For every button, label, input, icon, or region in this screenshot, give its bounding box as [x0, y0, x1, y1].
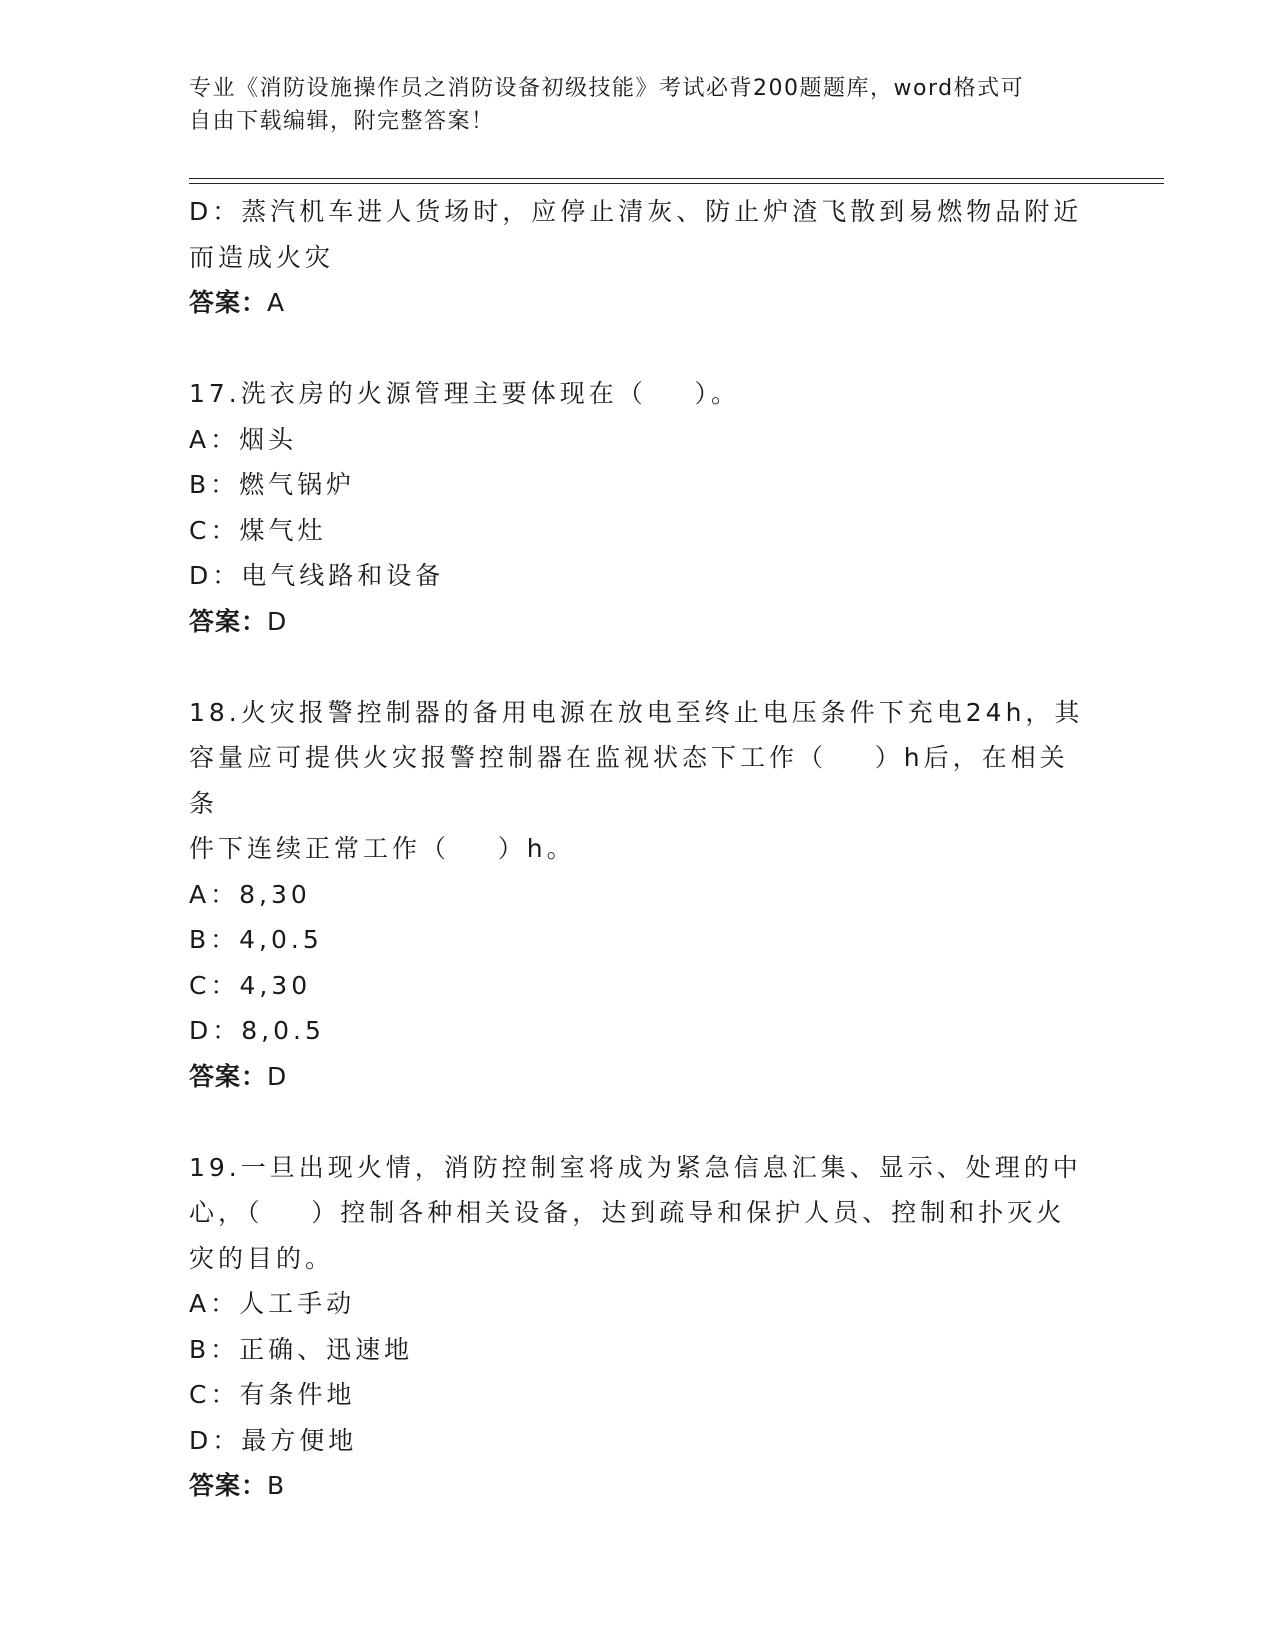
- answer-value: D: [267, 606, 288, 636]
- answer-label: 答案：: [189, 606, 268, 636]
- option-d: D：最方便地: [189, 1425, 358, 1455]
- question-stem: 17.洗衣房的火源管理主要体现在（ ）。: [189, 379, 741, 408]
- header-divider-bottom: [189, 183, 1164, 184]
- question-stem-line-2: 心，（ ）控制各种相关设备，达到疏导和保护人员、控制和扑灭火: [189, 1198, 1066, 1227]
- question-17: [189, 371, 1089, 644]
- answer-label: 答案：: [189, 1061, 268, 1091]
- document-header: [189, 72, 1089, 138]
- answer-value: D: [267, 1061, 288, 1091]
- header-divider-top: [189, 178, 1164, 179]
- option-c: C：4,30: [189, 970, 312, 1000]
- option-c: C：煤气灶: [189, 515, 327, 545]
- option-d: D：蒸汽机车进人货场时，应停止清灰、防止炉渣飞散到易燃物品附近: [189, 197, 1083, 226]
- option-b: B：正确、迅速地: [189, 1334, 414, 1364]
- header-title-line-2: 自由下载编辑，附完整答案！: [189, 109, 495, 134]
- question-stem-line-1: 18.火灾报警控制器的备用电源在放电至终止电压条件下充电24h，其: [189, 697, 1084, 727]
- option-a: A：8,30: [189, 879, 311, 909]
- option-a: A：人工手动: [189, 1289, 356, 1318]
- option-b: B：燃气锅炉: [189, 470, 356, 499]
- spacer: [189, 326, 1089, 372]
- option-c: C：有条件地: [189, 1380, 356, 1409]
- question-16-tail: [189, 189, 1089, 326]
- header-title-line-1: 专业《消防设施操作员之消防设备初级技能》考试必背200题题库，word格式可: [189, 76, 1025, 101]
- answer-value: A: [267, 288, 286, 317]
- question-stem-line-2: 容量应可提供火灾报警控制器在监视状态下工作（ ）h后，在相关条: [189, 743, 1069, 818]
- answer-line: [189, 1054, 1089, 1100]
- answer-line: [189, 599, 1089, 645]
- answer-value: B: [267, 1471, 286, 1500]
- answer-label: 答案：: [189, 288, 268, 317]
- answer-line: [189, 1463, 1089, 1509]
- answer-label: 答案：: [189, 1471, 268, 1500]
- spacer: [189, 644, 1089, 690]
- answer-line: [189, 280, 1089, 326]
- question-stem-line-1: 19.一旦出现火情，消防控制室将成为紧急信息汇集、显示、处理的中: [189, 1152, 1082, 1182]
- option-d-continued: 而造成火灾: [189, 242, 335, 272]
- option-d: D：8,0.5: [189, 1016, 325, 1045]
- option-b: B：4,0.5: [189, 925, 323, 954]
- spacer: [189, 1099, 1089, 1145]
- question-stem-line-3: 灾的目的。: [189, 1243, 335, 1273]
- option-d: D：电气线路和设备: [189, 561, 445, 590]
- question-list: [189, 189, 1089, 1509]
- question-18: [189, 690, 1089, 1100]
- question-19: [189, 1145, 1089, 1509]
- question-stem-line-3: 件下连续正常工作（ ）h。: [189, 834, 576, 863]
- option-a: A：烟头: [189, 424, 298, 454]
